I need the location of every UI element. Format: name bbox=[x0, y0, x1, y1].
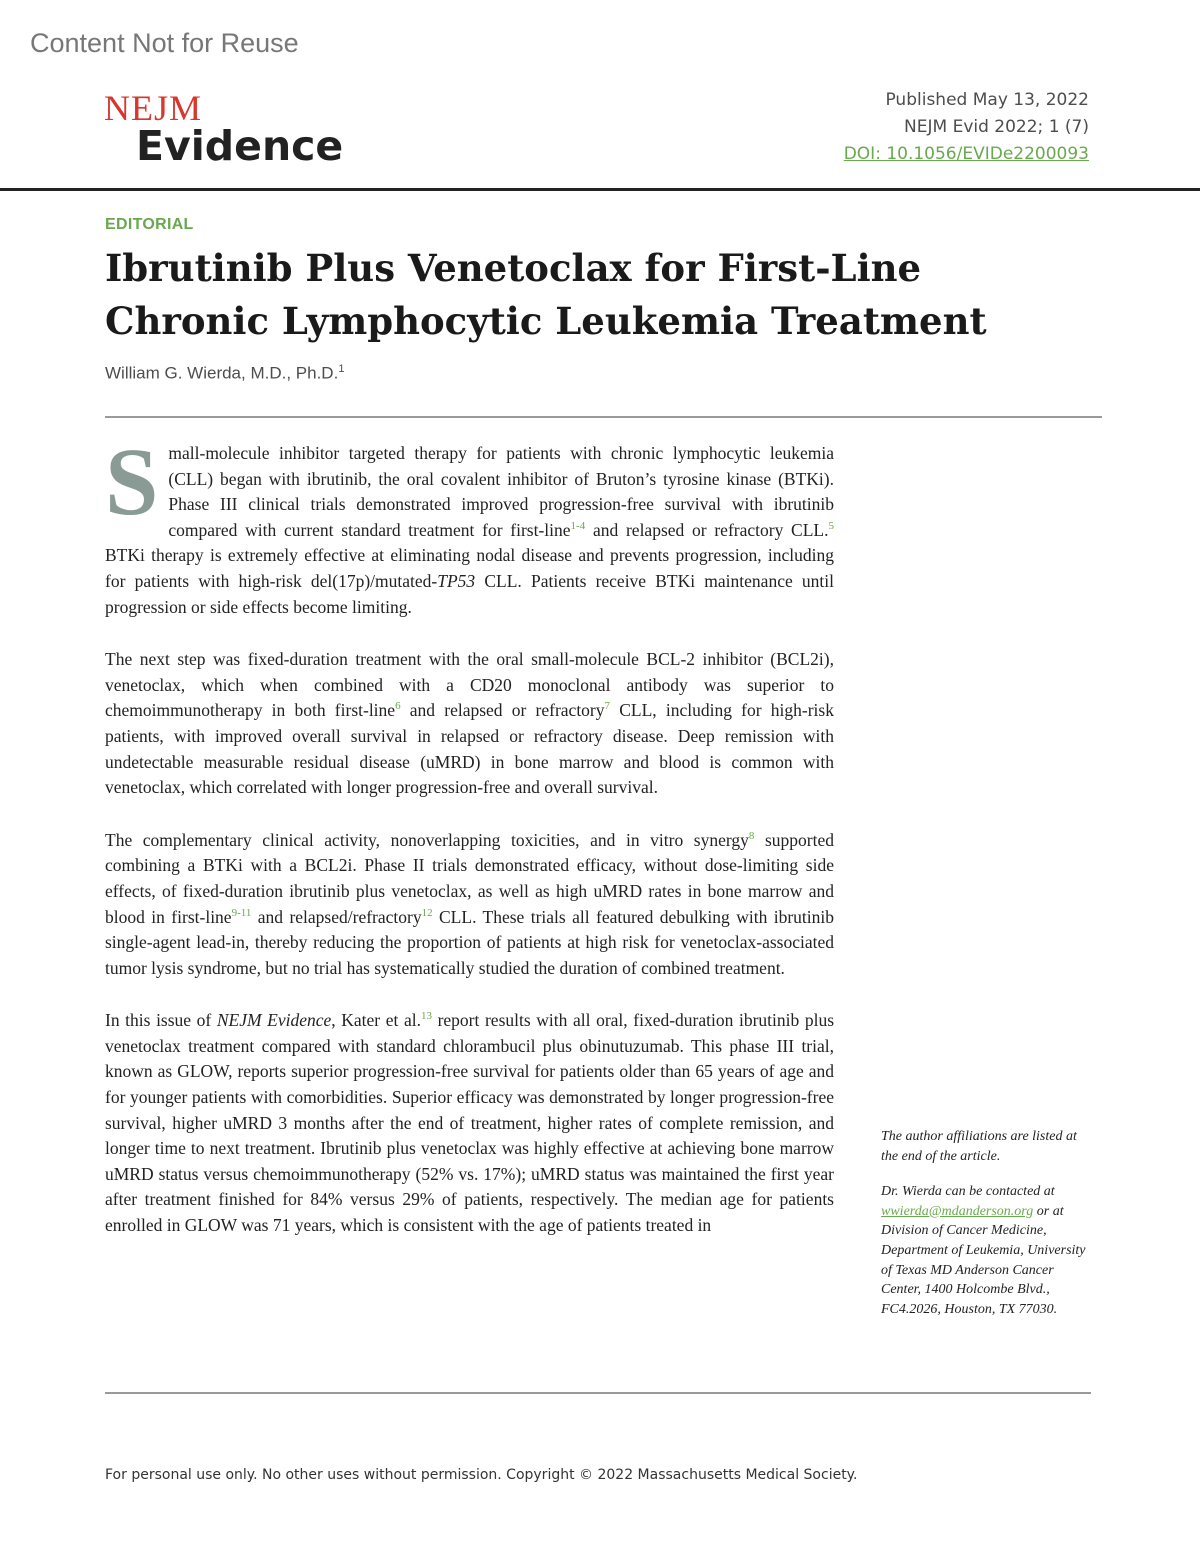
nejm-evidence-logo bbox=[104, 88, 344, 170]
paragraph-1-text-b: and relapsed or refractory CLL. bbox=[585, 519, 829, 540]
doi-link[interactable]: DOI: 10.1056/EVIDe2200093 bbox=[843, 144, 1089, 164]
paragraph-1 bbox=[105, 428, 834, 620]
paragraph-3-text-d: CLL. These trials all featured debulking with ibrutinib single-agent lead-in, thereby reducing the proportion of patients at high risk for venetoclax-associated tumor lysis syndrome, but no trial has systematically studied the duration of combined treatment. bbox=[105, 906, 835, 978]
paragraph-3 bbox=[105, 828, 834, 982]
paragraph-3-text-a: The complementary clinical activity, nonoverlapping toxicities, and in vitro synergy bbox=[105, 829, 749, 850]
paragraph-4-text-c: report results with all oral, fixed-duration ibrutinib plus venetoclax treatment compared with standard chlorambucil plus obinutuzumab. This phase III trial, known as GLOW, reports superior progression-free survival for patients older than 65 years of age and for younger patients with comorbidities. Superior efficacy was demonstrated by longer progression-free survival, higher uMRD 3 months after the end of treatment, higher rates of complete remission, and longer time to next treatment. Ibrutinib plus venetoclax was highly effective at achieving bone marrow uMRD status versus chemoimmunotherapy (52% vs. 17%); uMRD status was maintained the first year after treatment finished for 84% versus 29% of patients, respectively. The median age for patients enrolled in GLOW was 71 years, which is consistent with the age of patients treated in bbox=[105, 1010, 835, 1236]
citation-ref[interactable]: 8 bbox=[748, 829, 755, 842]
article-body bbox=[105, 428, 835, 1266]
citation-ref[interactable]: 5 bbox=[828, 519, 834, 532]
paragraph-2-text-b: and relapsed or refractory bbox=[400, 700, 605, 721]
citation-ref[interactable]: 7 bbox=[604, 700, 611, 713]
logo-evidence-text: Evidence bbox=[136, 122, 344, 170]
watermark-text: Content Not for Reuse bbox=[30, 28, 299, 58]
logo-nejm-text: NEJM bbox=[104, 88, 203, 128]
paragraph-1-text-c: BTKi therapy is extremely effective at eliminating nodal disease and prevents progression, including for patients with high-risk del(17p)/mutated- bbox=[105, 545, 834, 591]
title-divider bbox=[105, 416, 1102, 418]
journal-citation: NEJM Evid 2022; 1 (7) bbox=[904, 117, 1089, 137]
copyright-footer: For personal use only. No other uses without permission. Copyright © 2022 Massachusetts Medical Society. bbox=[105, 1467, 858, 1483]
paragraph-3-text-b: supported combining a BTKi with a BCL2i. Phase II trials demonstrated efficacy, without dose-limiting side effects, of fixed-duration ibrutinib plus venetoclax, as well as high uMRD rates in bone marrow and blood in first-line bbox=[105, 829, 834, 927]
section-label: EDITORIAL bbox=[105, 216, 194, 233]
author-affiliation-ref: 1 bbox=[338, 363, 345, 375]
journal-name: NEJM Evidence bbox=[216, 1010, 332, 1031]
paragraph-1-text-a: mall-molecule inhibitor targeted therapy for patients with chronic lymphocytic leukemia (CLL) began with ibrutinib, the oral covalent inhibitor of Bruton’s tyrosine kinase (BTKi). Phase III clinical trials demonstrated improved progression-free survival with ibrutinib compared with current standard treatment for first-line bbox=[168, 443, 834, 540]
published-date: Published May 13, 2022 bbox=[885, 90, 1089, 110]
citation-ref[interactable]: 6 bbox=[395, 700, 401, 713]
article-title: Ibrutinib Plus Venetoclax for First-Line Chronic Lymphocytic Leukemia Treatment bbox=[105, 246, 987, 343]
drop-cap: S bbox=[105, 428, 159, 535]
paragraph-4-text-a: In this issue of bbox=[105, 1010, 217, 1031]
paragraph-4 bbox=[105, 1008, 834, 1238]
paragraph-4-text-b: , Kater et al. bbox=[331, 1010, 421, 1031]
paragraph-2 bbox=[105, 647, 834, 801]
affiliations-note: The author affiliations are listed at the end of the article. bbox=[881, 1129, 1077, 1164]
author-name: William G. Wierda, M.D., Ph.D. bbox=[105, 363, 339, 383]
author-email-link[interactable]: wwierda@mdanderson.org bbox=[881, 1203, 1034, 1219]
author-sidebar bbox=[881, 1127, 1096, 1335]
contact-address: or at Division of Cancer Medicine, Department of Leukemia, University of Texas MD Anderson Cancer Center, 1400 Holcombe Blvd., FC4.2026, Houston, TX 77030. bbox=[881, 1203, 1086, 1317]
author-line bbox=[105, 363, 344, 384]
citation-ref[interactable]: 12 bbox=[421, 906, 433, 919]
paragraph-3-text-c: and relapsed/refractory bbox=[251, 906, 422, 927]
contact-intro: Dr. Wierda can be contacted at bbox=[881, 1184, 1055, 1200]
footer-divider bbox=[105, 1392, 1091, 1394]
citation-ref[interactable]: 13 bbox=[420, 1010, 432, 1023]
paragraph-2-text-a: The next step was fixed-duration treatment with the oral small-molecule BCL-2 inhibitor (BCL2i), venetoclax, which when combined with a CD20 monoclonal antibody was superior to chemoimmunotherapy in both first-line bbox=[105, 649, 834, 721]
paragraph-2-text-c: CLL, including for high-risk patients, with improved overall survival in relapsed or refractory disease. Deep remission with undetectable measurable residual disease (uMRD) in bone marrow and blood is common with venetoclax, which correlated with longer progression-free and overall survival. bbox=[105, 700, 834, 798]
publication-info bbox=[844, 87, 1089, 168]
gene-name: TP53 bbox=[437, 570, 476, 591]
paragraph-1-text-d: CLL. Patients receive BTKi maintenance until progression or side effects become limiting. bbox=[105, 570, 834, 617]
contact-note bbox=[881, 1182, 1096, 1319]
header-divider bbox=[0, 188, 1200, 191]
citation-ref[interactable]: 1-4 bbox=[570, 519, 586, 532]
citation-ref[interactable]: 9-11 bbox=[231, 906, 252, 919]
